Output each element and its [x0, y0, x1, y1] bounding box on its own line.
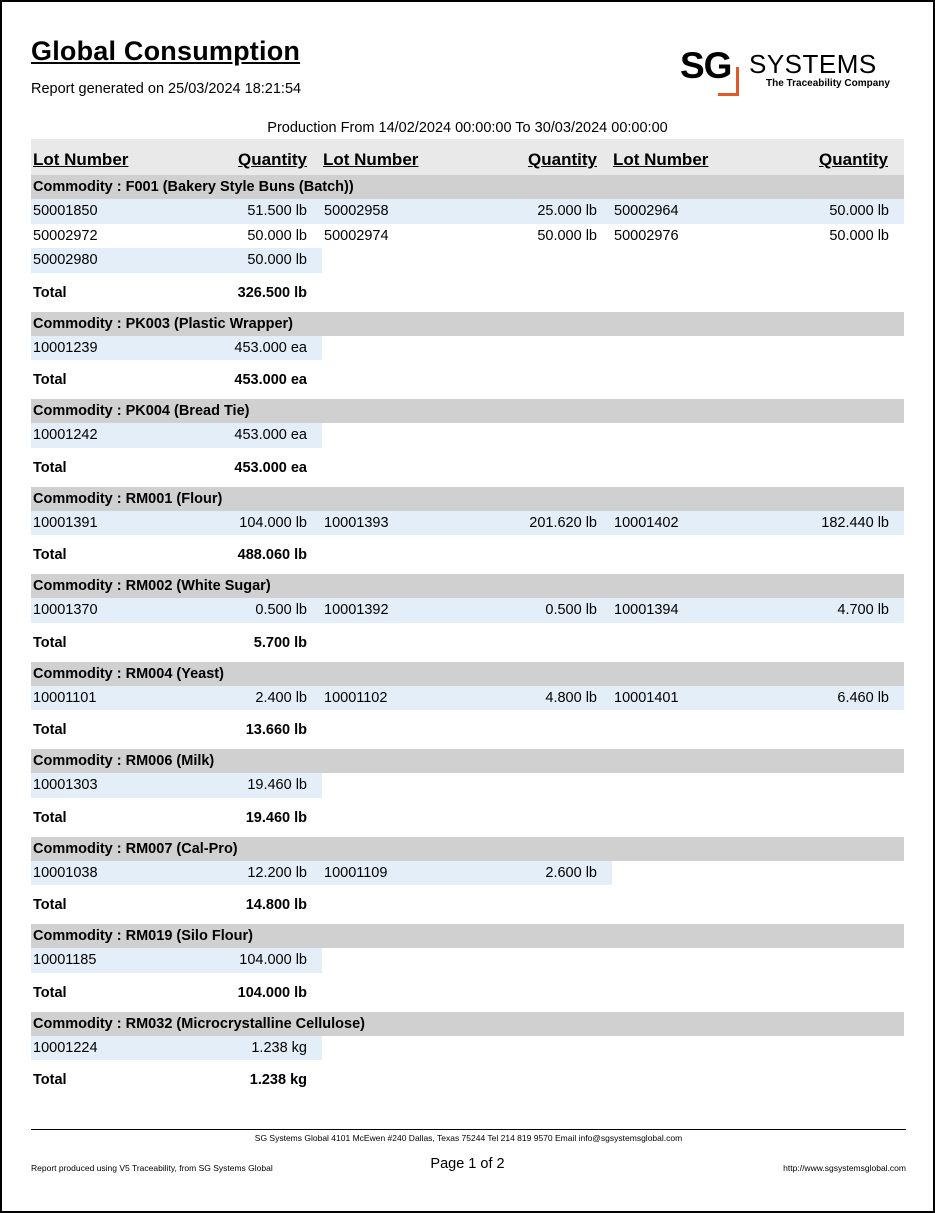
lot-number: 50002958 [324, 203, 389, 219]
commodity-section [31, 749, 904, 837]
lot-number: 50002980 [33, 252, 98, 268]
lot-cell [31, 1036, 322, 1061]
lot-number: 50002976 [614, 227, 679, 244]
lot-quantity: 50.000 lb [247, 252, 307, 268]
table-row [31, 686, 904, 711]
table-row [31, 948, 904, 973]
commodity-total-row [31, 360, 904, 399]
commodity-total-row [31, 1060, 904, 1099]
table-row [31, 199, 904, 224]
total-value: 13.660 lb [245, 722, 307, 738]
lot-quantity: 12.200 lb [247, 864, 307, 881]
header-quantity-1: Quantity [238, 150, 307, 169]
lot-quantity: 50.000 lb [829, 227, 889, 244]
table-row [31, 511, 904, 536]
lot-quantity: 25.000 lb [537, 203, 597, 219]
commodity-heading: Commodity : RM001 (Flour) [31, 487, 904, 511]
table-row [31, 248, 904, 273]
lot-cell [612, 598, 904, 623]
lot-number: 50002972 [33, 227, 98, 244]
header-lot-number-1: Lot Number [33, 150, 129, 169]
lot-cell [612, 511, 904, 536]
lot-cell [31, 423, 322, 448]
lot-number: 10001038 [33, 864, 98, 881]
lot-number: 10001102 [324, 689, 388, 706]
header-lot-number-3: Lot Number [613, 150, 709, 169]
total-value: 488.060 lb [237, 547, 307, 563]
commodity-heading: Commodity : RM007 (Cal-Pro) [31, 837, 904, 861]
lot-number: 10001394 [614, 602, 679, 618]
lot-number: 10001303 [33, 777, 98, 793]
logo-tagline: The Traceability Company [766, 78, 890, 89]
commodity-heading: Commodity : PK003 (Plastic Wrapper) [31, 312, 904, 336]
total-label: Total [33, 372, 67, 388]
lot-cell [322, 598, 612, 623]
lot-number: 10001393 [324, 514, 389, 531]
commodity-section [31, 924, 904, 1012]
commodity-total-row [31, 535, 904, 574]
lot-quantity: 4.800 lb [545, 689, 597, 706]
footer-address: SG Systems Global 4101 McEwen #240 Dallas, Texas 75244 Tel 214 819 9570 Email info@sgsystemsglobal.com [254, 1133, 683, 1143]
footer-page-number: Page 1 of 2 [430, 1156, 505, 1172]
lot-cell [31, 199, 322, 224]
commodity-section [31, 175, 904, 312]
lot-quantity: 104.000 lb [239, 514, 307, 531]
lot-quantity: 182.440 lb [821, 514, 889, 531]
lot-quantity: 19.460 lb [247, 777, 307, 793]
lot-number: 10001224 [33, 1039, 98, 1056]
commodity-sections [31, 175, 904, 1099]
commodity-heading: Commodity : RM004 (Yeast) [31, 662, 904, 686]
lot-cell [31, 773, 322, 798]
commodity-total-row [31, 798, 904, 837]
table-row [31, 598, 904, 623]
lot-cell [31, 861, 322, 886]
lot-number: 10001101 [33, 689, 97, 706]
lot-quantity: 104.000 lb [239, 952, 307, 968]
commodity-heading: Commodity : RM032 (Microcrystalline Cellulose) [31, 1012, 904, 1036]
lot-quantity: 2.600 lb [545, 864, 597, 881]
logo-sg-text: SG [680, 45, 732, 86]
table-row [31, 773, 904, 798]
table-row [31, 423, 904, 448]
lot-number: 50001850 [33, 203, 98, 219]
footer-divider [31, 1129, 906, 1130]
table-row [31, 1036, 904, 1061]
total-label: Total [33, 284, 67, 301]
total-value: 453.000 ea [234, 459, 307, 476]
lot-number: 10001402 [614, 514, 679, 531]
lot-number: 50002974 [324, 227, 389, 244]
report-title: Global Consumption [31, 36, 301, 66]
report-generated-timestamp: Report generated on 25/03/2024 18:21:54 [31, 81, 302, 97]
lot-quantity: 4.700 lb [837, 602, 889, 618]
lot-quantity: 0.500 lb [545, 602, 597, 618]
lot-cell [31, 248, 322, 273]
commodity-section [31, 487, 904, 575]
header-quantity-3: Quantity [819, 150, 888, 169]
lot-cell [322, 511, 612, 536]
lot-number: 50002964 [614, 203, 679, 219]
lot-number: 10001401 [614, 689, 679, 706]
commodity-heading: Commodity : RM019 (Silo Flour) [31, 924, 904, 948]
lot-number: 10001392 [324, 602, 389, 618]
lot-cell [322, 224, 612, 249]
total-value: 1.238 kg [249, 1072, 307, 1088]
commodity-section [31, 312, 904, 400]
commodity-total-row [31, 885, 904, 924]
lot-quantity: 453.000 ea [234, 427, 307, 443]
total-label: Total [33, 984, 67, 1001]
commodity-heading: Commodity : F001 (Bakery Style Buns (Batch)) [31, 175, 904, 199]
lot-number: 10001185 [33, 952, 97, 968]
lot-quantity: 0.500 lb [255, 602, 307, 618]
commodity-section [31, 399, 904, 487]
commodity-total-row [31, 973, 904, 1012]
table-header [31, 139, 904, 175]
lot-cell [31, 336, 322, 361]
footer-url: http://www.sgsystemsglobal.com [783, 1163, 906, 1173]
total-label: Total [33, 722, 67, 738]
commodity-total-row [31, 273, 904, 312]
lot-cell [31, 686, 322, 711]
header-lot-number-2: Lot Number [323, 150, 419, 169]
total-value: 326.500 lb [237, 284, 307, 301]
logo-systems-text: SYSTEMS [749, 49, 877, 79]
lot-cell [322, 861, 612, 886]
table-row [31, 861, 904, 886]
lot-cell [31, 511, 322, 536]
lot-cell [612, 224, 904, 249]
commodity-heading: Commodity : RM002 (White Sugar) [31, 574, 904, 598]
lot-quantity: 51.500 lb [247, 203, 307, 219]
commodity-heading: Commodity : RM006 (Milk) [31, 749, 904, 773]
total-value: 5.700 lb [253, 634, 307, 651]
lot-cell [322, 686, 612, 711]
total-value: 19.460 lb [245, 809, 307, 826]
lot-number: 10001109 [324, 864, 388, 881]
lot-cell [31, 224, 322, 249]
commodity-section [31, 574, 904, 662]
commodity-total-row [31, 710, 904, 749]
logo-bracket-icon [718, 67, 739, 96]
total-label: Total [33, 547, 67, 563]
lot-quantity: 6.460 lb [837, 689, 889, 706]
lot-cell [612, 686, 904, 711]
lot-quantity: 2.400 lb [255, 689, 307, 706]
total-value: 14.800 lb [245, 897, 307, 913]
commodity-total-row [31, 448, 904, 487]
lot-number: 10001370 [33, 602, 98, 618]
total-label: Total [33, 1072, 67, 1088]
lot-quantity: 1.238 kg [251, 1039, 307, 1056]
total-label: Total [33, 634, 67, 651]
lot-cell [322, 199, 612, 224]
lot-quantity: 453.000 ea [234, 339, 307, 356]
lot-quantity: 50.000 lb [829, 203, 889, 219]
total-value: 453.000 ea [234, 372, 307, 388]
total-label: Total [33, 459, 67, 476]
table-row [31, 336, 904, 361]
commodity-total-row [31, 623, 904, 662]
footer-produced-by: Report produced using V5 Traceability, from SG Systems Global [31, 1163, 273, 1173]
total-value: 104.000 lb [237, 984, 307, 1001]
production-range: Production From 14/02/2024 00:00:00 To 30/03/2024 00:00:00 [267, 120, 668, 136]
lot-quantity: 201.620 lb [529, 514, 597, 531]
table-row [31, 224, 904, 249]
header-quantity-2: Quantity [528, 150, 597, 169]
sg-systems-logo [678, 45, 900, 97]
lot-number: 10001391 [33, 514, 98, 531]
commodity-section [31, 837, 904, 925]
commodity-section [31, 662, 904, 750]
commodity-heading: Commodity : PK004 (Bread Tie) [31, 399, 904, 423]
lot-number: 10001242 [33, 427, 98, 443]
lot-cell [31, 948, 322, 973]
consumption-table [31, 139, 904, 1099]
commodity-section [31, 1012, 904, 1100]
lot-quantity: 50.000 lb [537, 227, 597, 244]
lot-cell [612, 199, 904, 224]
lot-cell [31, 598, 322, 623]
lot-quantity: 50.000 lb [247, 227, 307, 244]
lot-number: 10001239 [33, 339, 98, 356]
total-label: Total [33, 809, 67, 826]
total-label: Total [33, 897, 67, 913]
